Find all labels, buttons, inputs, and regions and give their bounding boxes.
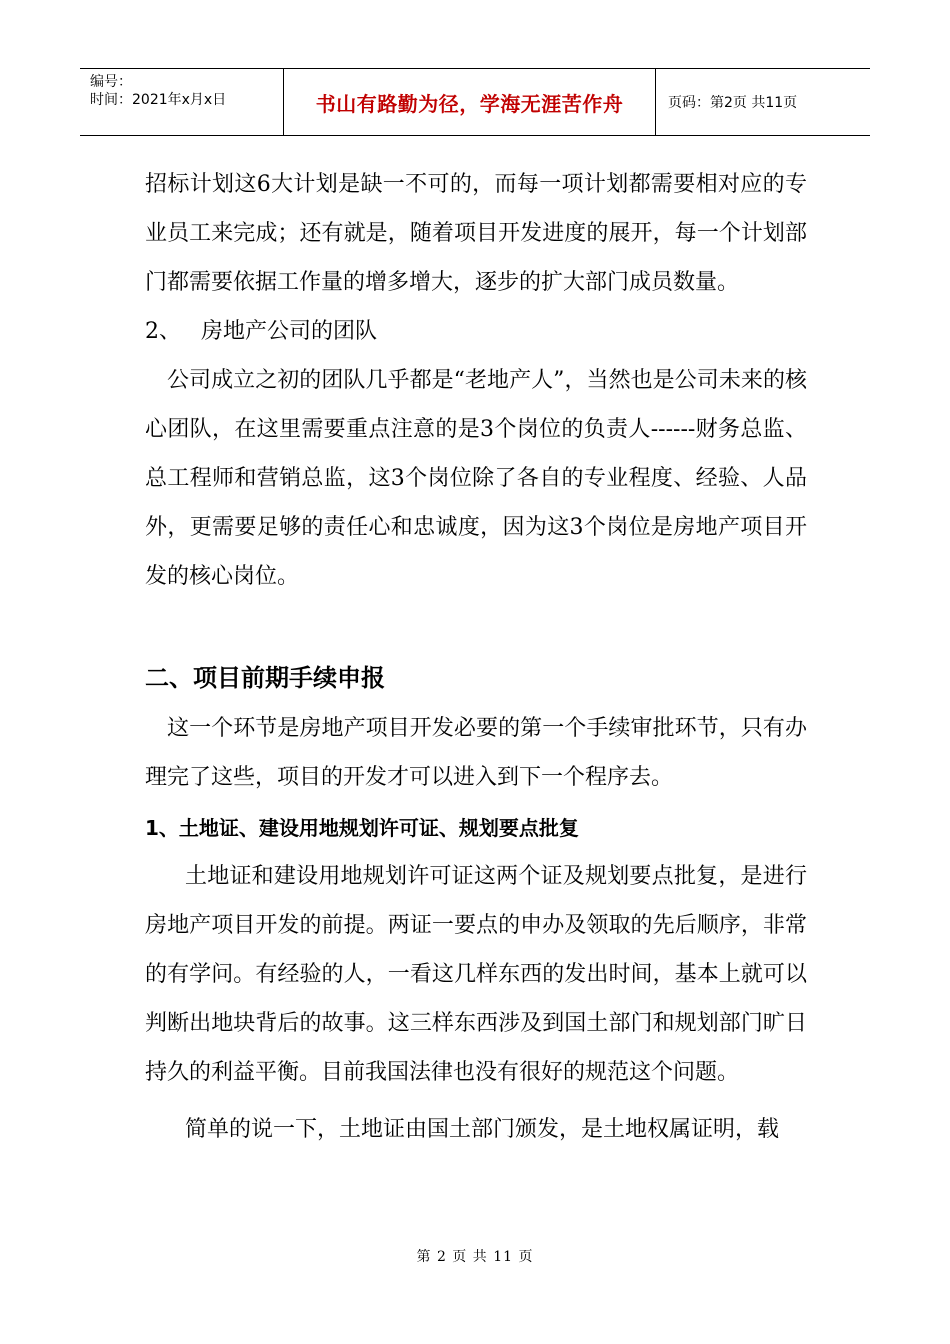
header-meta: [80, 69, 283, 135]
header-motto: 书山有路勤为径，学海无涯苦作舟: [315, 91, 624, 116]
page-header: [80, 68, 870, 136]
document-body: [145, 160, 807, 1154]
document-number-label: 编号：: [90, 74, 132, 90]
header-page-info: 页码：第2页 共11页: [668, 95, 798, 111]
header-motto-cell: [283, 69, 656, 135]
paragraph-plan: 招标计划这6大计划是缺一不可的，而每一项计划都需要相对应的专业员工来完成；还有就是，随着项目开发进度的展开，每一个计划部门都需要依据工作量的增多增大，逐步的扩大部门成员数量。: [145, 172, 807, 295]
paragraph-land-certificate: 土地证和建设用地规划许可证这两个证及规划要点批复，是进行房地产项目开发的前提。两证一要点的申办及领取的先后顺序，非常的有学问。有经验的人，一看这几样东西的发出时间，基本上就可以判断出地块背后的故事。这三样东西涉及到国土部门和规划部门旷日持久的利益平衡。目前我国法律也没有很好的规范这个问题。: [145, 864, 807, 1085]
paragraph-land-certificate-brief: 简单的说一下，土地证由国土部门颁发，是土地权属证明，载: [185, 1117, 780, 1142]
subheading-team-title: 房地产公司的团队: [201, 319, 378, 344]
section-heading-procedures: 二、项目前期手续申报: [145, 664, 385, 692]
subsection-heading-land-certificate: 1、土地证、建设用地规划许可证、规划要点批复: [145, 816, 579, 840]
subheading-team: [145, 307, 807, 356]
subheading-team-number: 2、: [145, 319, 181, 344]
paragraph-procedures: 这一个环节是房地产项目开发必要的第一个手续审批环节，只有办理完了这些，项目的开发才可以进入到下一个程序去。: [145, 716, 807, 790]
page-footer: 第 2 页 共 11 页: [416, 1249, 534, 1265]
document-date-label: 时间：2021年x月x日: [90, 92, 227, 108]
paragraph-team: 公司成立之初的团队几乎都是“老地产人”，当然也是公司未来的核心团队，在这里需要重点注意的是3个岗位的负责人------财务总监、总工程师和营销总监，这3个岗位除了各自的专业程度、经验、人品外，更需要足够的责任心和忠诚度，因为这3个岗位是房地产项目开发的核心岗位。: [145, 368, 807, 589]
